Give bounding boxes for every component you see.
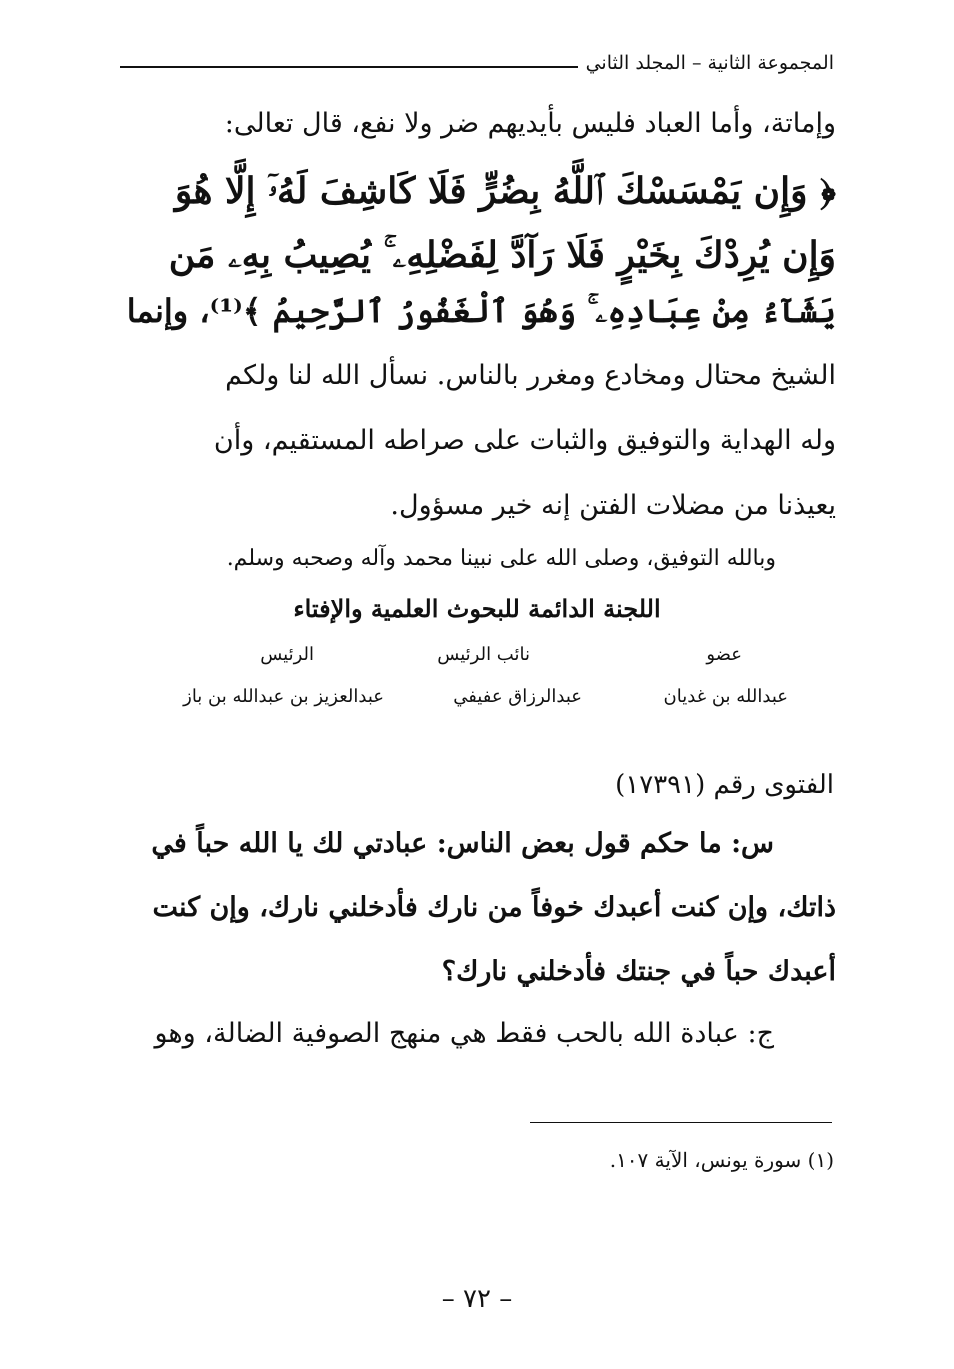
signature-name-member: عبدالله بن غديان	[663, 686, 788, 707]
body-line-1: وإماتة، وأما العباد فليس بأيديهم ضر ولا نفع، قال تعالى:	[224, 108, 836, 139]
footnote: (١) سورة يونس، الآية ١٠٧.	[609, 1148, 834, 1172]
footnote-rule	[530, 1122, 832, 1123]
signature-role-member: عضو	[706, 644, 742, 665]
question-line-1: س: ما حكم قول بعض الناس: عبادتي لك يا الله حباً في	[151, 828, 774, 859]
header-title: المجموعة الثانية – المجلد الثاني	[585, 52, 834, 74]
quran-verse-line-1: ﴿ وَإِن يَمْسَسْكَ ٱللَّهُ بِضُرٍّ فَلَا كَاشِفَ لَهُۥٓ إِلَّا هُوَ	[174, 170, 836, 212]
signature-role-vice-president: نائب الرئيس	[437, 644, 530, 665]
signature-role-president: الرئيس	[260, 644, 314, 665]
question-line-2: ذاتك، وإن كنت أعبدك خوفاً من نارك فأدخلني نارك، وإن كنت	[152, 892, 836, 923]
body-line-7: يعيذنا من مضلات الفتن إنه خير مسؤول.	[390, 490, 836, 521]
closing-line: وبالله التوفيق، وصلى الله على نبينا محمد وآله وصحبه وسلم.	[226, 546, 776, 571]
question-line-3: أعبدك حباً في جنتك فأدخلني نارك؟	[441, 956, 836, 987]
page-number: – ٧٢ –	[441, 1284, 513, 1314]
quran-verse-line-2: وَإِن يُرِدْكَ بِخَيْرٍ فَلَا رَآدَّ لِفَضْلِهِۦ ۚ يُصِيبُ بِهِۦ مَن	[168, 234, 836, 276]
signature-name-president: عبدالعزيز بن عبدالله بن باز	[183, 686, 384, 707]
body-line-6: وله الهداية والتوفيق والثبات على صراطه المستقيم، وأن	[213, 425, 836, 456]
committee-title: اللجنة الدائمة للبحوث العلمية والإفتاء	[293, 594, 661, 623]
quran-verse-line-3: يَشَآءُ مِنْ عِبَادِهِۦ ۚ وَهُوَ ٱلْغَفُورُ ٱلرَّحِيمُ ﴾⁽¹⁾، وإنما	[126, 292, 836, 330]
answer-line-1: ج: عبادة الله بالحب فقط هي منهج الصوفية الضالة، وهو	[154, 1018, 774, 1049]
signature-name-vice-president: عبدالرزاق عفيفي	[453, 686, 582, 707]
running-header	[120, 52, 834, 74]
header-rule	[120, 66, 578, 68]
fatwa-number: الفتوى رقم (١٧٣٩١)	[615, 770, 834, 800]
body-line-5: الشيخ محتال ومخادع ومغرر بالناس. نسأل الله لنا ولكم	[225, 360, 836, 391]
